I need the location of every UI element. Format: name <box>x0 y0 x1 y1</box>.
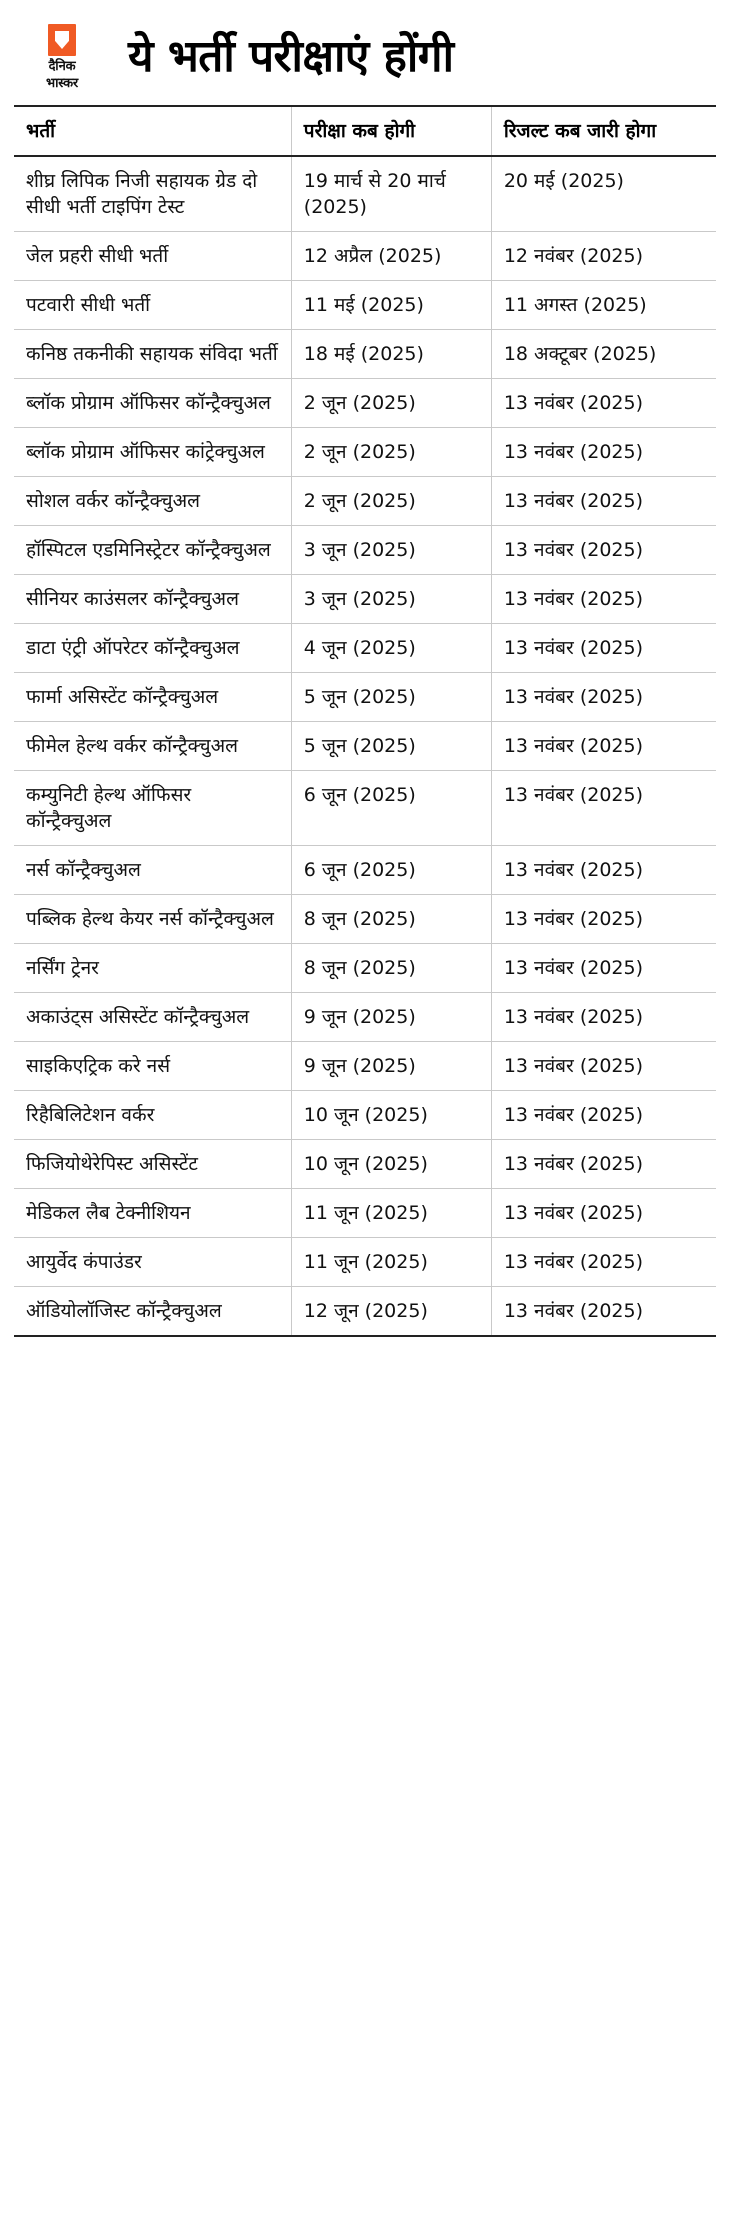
brand-name-line1: दैनिक <box>48 59 76 74</box>
cell-exam-date: 2 जून (2025) <box>291 428 491 477</box>
cell-exam-date: 11 जून (2025) <box>291 1189 491 1238</box>
cell-exam-date: 5 जून (2025) <box>291 673 491 722</box>
bhaskar-logo-icon <box>48 24 76 56</box>
table-row <box>14 771 716 846</box>
cell-recruitment: फार्मा असिस्टेंट कॉन्ट्रैक्चुअल <box>14 673 291 722</box>
cell-exam-date: 10 जून (2025) <box>291 1140 491 1189</box>
table-row <box>14 575 716 624</box>
cell-exam-date: 19 मार्च से 20 मार्च (2025) <box>291 156 491 232</box>
cell-recruitment: मेडिकल लैब टेक्नीशियन <box>14 1189 291 1238</box>
cell-exam-date: 9 जून (2025) <box>291 1042 491 1091</box>
cell-result-date: 13 नवंबर (2025) <box>491 477 716 526</box>
cell-exam-date: 6 जून (2025) <box>291 771 491 846</box>
cell-recruitment: अकाउंट्स असिस्टेंट कॉन्ट्रैक्चुअल <box>14 993 291 1042</box>
cell-result-date: 13 नवंबर (2025) <box>491 379 716 428</box>
cell-recruitment: नर्सिंग ट्रेनर <box>14 944 291 993</box>
table-row <box>14 330 716 379</box>
cell-result-date: 13 नवंबर (2025) <box>491 722 716 771</box>
cell-recruitment: ऑडियोलॉजिस्ट कॉन्ट्रैक्चुअल <box>14 1287 291 1337</box>
cell-result-date: 13 नवंबर (2025) <box>503 1300 644 1322</box>
page-title: ये भर्ती परीक्षाएं होंगी <box>128 30 454 82</box>
cell-result-date: 13 नवंबर (2025) <box>491 1140 716 1189</box>
cell-result-date: 13 नवंबर (2025) <box>491 771 716 846</box>
cell-result-date: 11 अगस्त (2025) <box>491 281 716 330</box>
table-row <box>14 722 716 771</box>
cell-result-date: 13 नवंबर (2025) <box>491 526 716 575</box>
cell-result-date: 13 नवंबर (2025) <box>491 575 716 624</box>
cell-result-date: 13 नवंबर (2025) <box>491 624 716 673</box>
cell-exam-date: 11 जून (2025) <box>291 1238 491 1287</box>
table-row <box>14 232 716 281</box>
table-row <box>14 1091 716 1140</box>
cell-recruitment: कम्युनिटी हेल्थ ऑफिसर कॉन्ट्रैक्चुअल <box>14 771 291 846</box>
cell-result-date: 13 नवंबर (2025) <box>491 1189 716 1238</box>
page-header <box>14 18 716 105</box>
table-row <box>14 1287 716 1337</box>
cell-result-date: 13 नवंबर (2025) <box>491 944 716 993</box>
table-row <box>14 1140 716 1189</box>
cell-result-date: 18 अक्टूबर (2025) <box>491 330 716 379</box>
cell-recruitment: ब्लॉक प्रोग्राम ऑफिसर कांट्रेक्चुअल <box>14 428 291 477</box>
cell-recruitment: आयुर्वेद कंपाउंडर <box>14 1238 291 1287</box>
table-row <box>14 156 716 232</box>
cell-exam-date: 8 जून (2025) <box>291 944 491 993</box>
cell-exam-date: 10 जून (2025) <box>291 1091 491 1140</box>
cell-result-date: 13 नवंबर (2025) <box>491 895 716 944</box>
table-row <box>14 993 716 1042</box>
table-row <box>14 1042 716 1091</box>
cell-recruitment: ब्लॉक प्रोग्राम ऑफिसर कॉन्ट्रैक्चुअल <box>14 379 291 428</box>
table-row <box>14 379 716 428</box>
cell-exam-date: 9 जून (2025) <box>291 993 491 1042</box>
cell-recruitment: हॉस्पिटल एडमिनिस्ट्रेटर कॉन्ट्रैक्चुअल <box>14 526 291 575</box>
cell-result-date: 13 नवंबर (2025) <box>491 1091 716 1140</box>
exam-schedule-table <box>14 105 716 1337</box>
cell-recruitment: साइकिएट्रिक करे नर्स <box>14 1042 291 1091</box>
cell-exam-date: 12 अप्रैल (2025) <box>291 232 491 281</box>
column-header-result-date: रिजल्ट कब जारी होगा <box>491 106 716 156</box>
table-row <box>14 846 716 895</box>
table-row <box>14 895 716 944</box>
cell-result-date: 13 नवंबर (2025) <box>491 1238 716 1287</box>
cell-exam-date: 3 जून (2025) <box>291 526 491 575</box>
cell-recruitment: कनिष्ठ तकनीकी सहायक संविदा भर्ती <box>14 330 291 379</box>
cell-result-date: 20 मई (2025) <box>491 156 716 232</box>
table-header-row <box>14 106 716 156</box>
table-row <box>14 1238 716 1287</box>
cell-result-date: 13 नवंबर (2025) <box>491 846 716 895</box>
column-header-recruitment: भर्ती <box>14 106 291 156</box>
cell-exam-date: 3 जून (2025) <box>291 575 491 624</box>
cell-exam-date: 11 मई (2025) <box>291 281 491 330</box>
cell-recruitment: फिजियोथेरेपिस्ट असिस्टेंट <box>14 1140 291 1189</box>
cell-exam-date: 12 जून (2025) <box>291 1287 491 1337</box>
cell-exam-date: 5 जून (2025) <box>291 722 491 771</box>
cell-recruitment: सीनियर काउंसलर कॉन्ट्रैक्चुअल <box>14 575 291 624</box>
cell-recruitment: पटवारी सीधी भर्ती <box>14 281 291 330</box>
cell-recruitment: नर्स कॉन्ट्रैक्चुअल <box>14 846 291 895</box>
cell-recruitment: फीमेल हेल्थ वर्कर कॉन्ट्रैक्चुअल <box>14 722 291 771</box>
table-row <box>14 624 716 673</box>
table-row <box>14 1189 716 1238</box>
cell-recruitment: सोशल वर्कर कॉन्ट्रैक्चुअल <box>14 477 291 526</box>
cell-exam-date: 2 जून (2025) <box>291 477 491 526</box>
cell-result-date: 13 नवंबर (2025) <box>491 673 716 722</box>
cell-recruitment: पब्लिक हेल्थ केयर नर्स कॉन्ट्रैक्चुअल <box>14 895 291 944</box>
brand-name-line2: भास्कर <box>45 76 79 91</box>
column-header-exam-date: परीक्षा कब होगी <box>291 106 491 156</box>
table-row <box>14 526 716 575</box>
cell-result-date: 12 नवंबर (2025) <box>491 232 716 281</box>
cell-recruitment: डाटा एंट्री ऑपरेटर कॉन्ट्रैक्चुअल <box>14 624 291 673</box>
cell-exam-date: 8 जून (2025) <box>291 895 491 944</box>
cell-recruitment: जेल प्रहरी सीधी भर्ती <box>14 232 291 281</box>
table-row <box>14 673 716 722</box>
cell-exam-date: 4 जून (2025) <box>291 624 491 673</box>
table-row <box>14 477 716 526</box>
table-body <box>14 156 716 1336</box>
cell-result-date: 13 नवंबर (2025) <box>491 428 716 477</box>
table-row <box>14 944 716 993</box>
table-row <box>14 428 716 477</box>
cell-exam-date: 6 जून (2025) <box>291 846 491 895</box>
brand-logo <box>14 22 110 91</box>
cell-exam-date: 18 मई (2025) <box>291 330 491 379</box>
table-row <box>14 281 716 330</box>
cell-recruitment: शीघ्र लिपिक निजी सहायक ग्रेड दो सीधी भर्ती टाइपिंग टेस्ट <box>14 156 291 232</box>
cell-exam-date: 2 जून (2025) <box>291 379 491 428</box>
cell-result-date: 13 नवंबर (2025) <box>491 1042 716 1091</box>
cell-recruitment: रिहैबिलिटेशन वर्कर <box>14 1091 291 1140</box>
cell-result-date: 13 नवंबर (2025) <box>491 993 716 1042</box>
